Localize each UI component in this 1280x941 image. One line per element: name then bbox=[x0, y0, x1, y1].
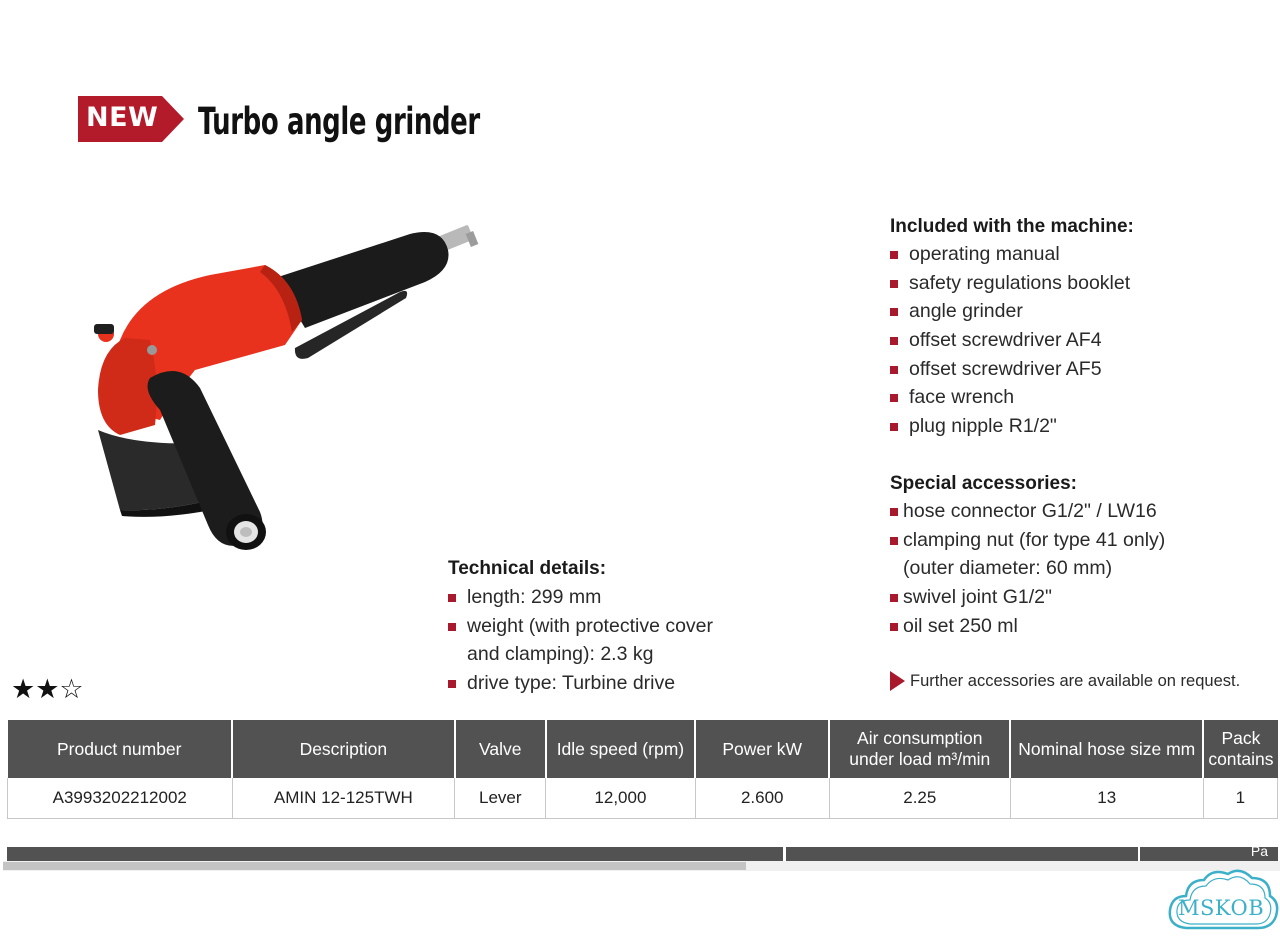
list-item: safety regulations booklet bbox=[890, 269, 1130, 298]
bullet-square-icon bbox=[890, 508, 898, 516]
column-header: Air consumption under load m³/min bbox=[829, 720, 1010, 778]
column-header: Pack contains bbox=[1203, 720, 1277, 778]
list-item: angle grinder bbox=[890, 297, 1130, 326]
bullet-square-icon bbox=[890, 337, 898, 345]
bullet-square-icon bbox=[890, 308, 898, 316]
table-header-row bbox=[8, 720, 1278, 778]
table-cell: 2.25 bbox=[829, 778, 1010, 819]
technical-details-heading: Technical details: bbox=[448, 558, 607, 579]
table-cell: AMIN 12-125TWH bbox=[232, 778, 455, 819]
product-image bbox=[80, 220, 490, 590]
next-table-header bbox=[7, 847, 783, 861]
column-header: Description bbox=[232, 720, 455, 778]
next-table-header bbox=[786, 847, 1138, 861]
technical-details-list bbox=[448, 583, 713, 698]
horizontal-scrollbar[interactable] bbox=[3, 861, 1280, 871]
bullet-square-icon bbox=[890, 251, 898, 259]
table-cell: 13 bbox=[1010, 778, 1203, 819]
column-header: Power kW bbox=[695, 720, 829, 778]
list-item-continuation: (outer diameter: 60 mm) bbox=[903, 557, 1113, 580]
bullet-square-icon bbox=[448, 594, 456, 602]
list-item: swivel joint G1/2" bbox=[890, 583, 1165, 612]
new-badge-label: NEW bbox=[86, 102, 159, 133]
table-cell: 2.600 bbox=[695, 778, 829, 819]
list-item: oil set 250 ml bbox=[890, 612, 1165, 641]
arrow-right-icon bbox=[890, 671, 905, 691]
next-table-header bbox=[1140, 847, 1278, 861]
list-item: offset screwdriver AF4 bbox=[890, 326, 1130, 355]
bullet-square-icon bbox=[448, 623, 456, 631]
column-header: Valve bbox=[455, 720, 546, 778]
column-header: Nominal hose size mm bbox=[1010, 720, 1203, 778]
table-row bbox=[8, 778, 1278, 819]
bullet-square-icon bbox=[890, 594, 898, 602]
bullet-square-icon bbox=[890, 366, 898, 374]
table-cell: A3993202212002 bbox=[8, 778, 233, 819]
bullet-square-icon bbox=[890, 623, 898, 631]
table-cell: 1 bbox=[1203, 778, 1277, 819]
page-title: Turbo angle grinder bbox=[198, 100, 480, 143]
list-item: hose connector G1/2" / LW16 bbox=[890, 497, 1165, 526]
included-heading: Included with the machine: bbox=[890, 216, 1134, 237]
list-item: clamping nut (for type 41 only) bbox=[890, 526, 1165, 555]
list-item: weight (with protective cover bbox=[448, 612, 713, 641]
included-list bbox=[890, 240, 1130, 441]
list-item: face wrench bbox=[890, 383, 1130, 412]
list-item: length: 299 mm bbox=[448, 583, 713, 612]
scrollbar-thumb[interactable] bbox=[3, 862, 746, 870]
next-table-header-label: Pa bbox=[1250, 847, 1268, 859]
list-item: plug nipple R1/2" bbox=[890, 412, 1130, 441]
list-item-continuation: and clamping): 2.3 kg bbox=[467, 643, 654, 666]
column-header: Product number bbox=[8, 720, 233, 778]
special-accessories-list bbox=[890, 497, 1165, 640]
bullet-square-icon bbox=[890, 537, 898, 545]
bullet-square-icon bbox=[890, 394, 898, 402]
special-accessories-heading: Special accessories: bbox=[890, 473, 1077, 494]
table-cell: 12,000 bbox=[546, 778, 695, 819]
star-rating: ★★☆ bbox=[11, 674, 84, 704]
column-header: Idle speed (rpm) bbox=[546, 720, 695, 778]
list-item: drive type: Turbine drive bbox=[448, 669, 713, 698]
list-item: operating manual bbox=[890, 240, 1130, 269]
further-accessories-note: Further accessories are available on request. bbox=[890, 672, 1240, 691]
list-item: offset screwdriver AF5 bbox=[890, 355, 1130, 384]
watermark-text: MSKOB bbox=[1178, 896, 1265, 920]
bullet-square-icon bbox=[448, 680, 456, 688]
bullet-square-icon bbox=[890, 280, 898, 288]
table-cell: Lever bbox=[455, 778, 546, 819]
spec-table bbox=[7, 720, 1278, 819]
bullet-square-icon bbox=[890, 423, 898, 431]
